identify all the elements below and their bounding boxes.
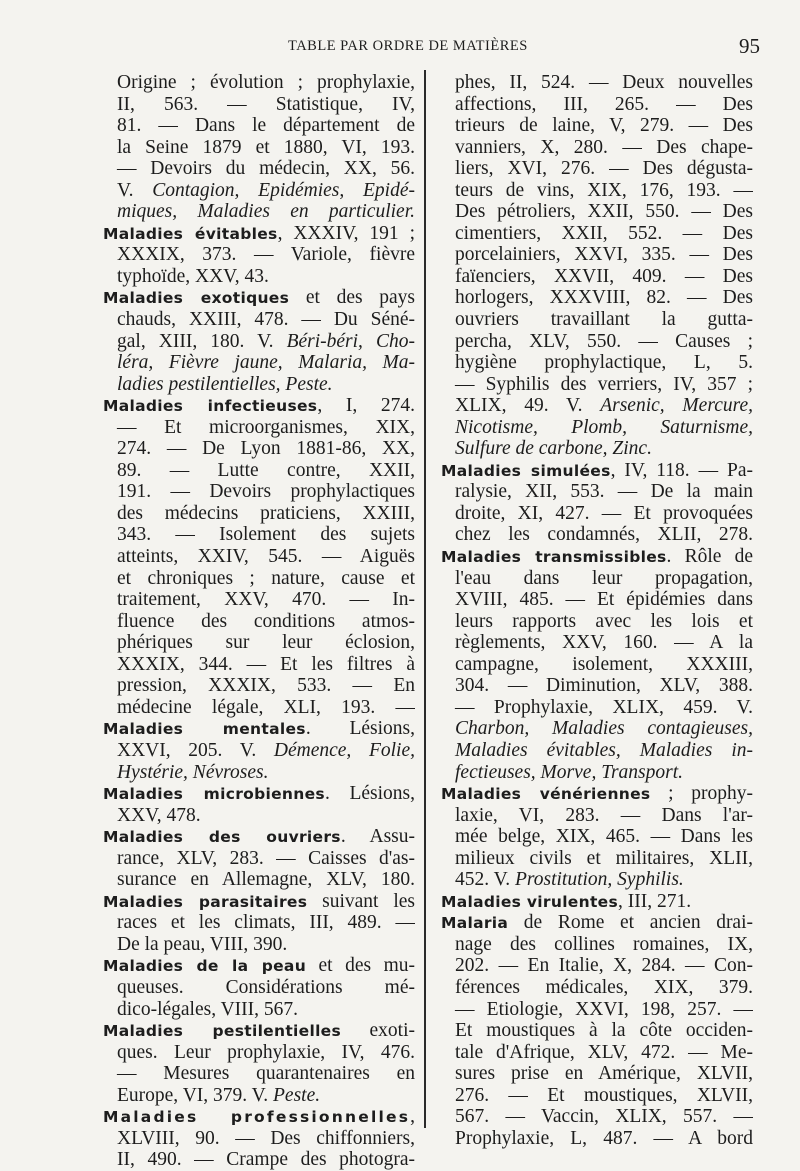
index-line (103, 352, 415, 374)
entry-text: suivant les (307, 890, 415, 912)
index-line (441, 632, 753, 654)
index-line (103, 503, 415, 525)
index-line (103, 481, 415, 503)
index-line (441, 417, 753, 439)
entry-headword: Maladies infectieuses (103, 397, 318, 416)
entry-headword: Maladies virulentes (441, 892, 619, 911)
index-line (103, 999, 415, 1021)
index-line (103, 94, 415, 116)
index-line (103, 417, 415, 439)
index-line (103, 632, 415, 654)
index-line (103, 1085, 415, 1107)
entry-text: 343. — Isolement des sujets (117, 524, 415, 546)
index-line (103, 115, 415, 137)
entry-text: — Syphilis des verriers, IV, 357 ; (455, 373, 753, 395)
entry-headword: Maladies parasitaires (103, 892, 308, 911)
index-line (103, 309, 415, 331)
entry-text: ouvriers travaillant la gutta- (455, 309, 753, 331)
entry-headword: Maladies mentales (103, 720, 306, 739)
entry-text: laxie, VI, 283. — Dans l'ar- (455, 804, 753, 826)
index-line (103, 524, 415, 546)
index-line (103, 460, 415, 482)
cross-reference: Arsenic, Mercure, (600, 395, 753, 417)
index-line (103, 718, 415, 740)
entry-text: Europe, VI, 379. V. (117, 1084, 273, 1106)
page-number: 95 (739, 34, 760, 58)
index-line (441, 438, 753, 460)
index-line (103, 762, 415, 784)
entry-text: des médecins praticiens, XXIII, (117, 502, 415, 524)
index-line (441, 848, 753, 870)
entry-text: chauds, XXIII, 478. — Du Séné- (117, 309, 415, 331)
index-line (441, 589, 753, 611)
entry-text: 452. V. (455, 869, 515, 891)
index-line (103, 826, 415, 848)
index-line (441, 1106, 753, 1128)
index-line (441, 697, 753, 719)
entry-text: , IV, 118. — Pa- (610, 459, 753, 481)
entry-text: 304. — Diminution, XLV, 388. (455, 675, 753, 697)
entry-text: phériques sur leur éclosion, (117, 632, 415, 654)
index-line (103, 158, 415, 180)
entry-text: traitement, XXV, 470. — In- (117, 589, 415, 611)
index-line (441, 718, 753, 740)
entry-text: queuses. Considérations mé- (117, 976, 415, 998)
entry-text: horlogers, XXXVIII, 82. — Des (455, 287, 753, 309)
index-line (103, 675, 415, 697)
entry-text: atteints, XXIV, 545. — Aiguës (117, 546, 415, 568)
cross-reference: Charbon, Maladies contagieuses, (455, 718, 753, 740)
index-line (103, 1106, 415, 1128)
index-line (103, 1128, 415, 1150)
index-line (103, 244, 415, 266)
entry-text: teurs de vins, XIX, 176, 193. — (455, 179, 753, 201)
index-line (441, 955, 753, 977)
index-line (441, 546, 753, 568)
index-line (441, 158, 753, 180)
entry-text: ; prophy- (650, 783, 753, 805)
entry-text: 274. — De Lyon 1881-86, XX, (117, 438, 415, 460)
entry-text: races et les climats, III, 489. — (117, 912, 415, 934)
cross-reference: Démence, Folie, (273, 739, 415, 761)
left-column (103, 72, 415, 1171)
entry-text: surance en Allemagne, XLV, 180. (117, 869, 415, 891)
index-line (441, 891, 753, 913)
entry-text: Des pétroliers, XXII, 550. — Des (455, 201, 753, 223)
index-line (103, 848, 415, 870)
index-line (103, 266, 415, 288)
entry-text: V. (117, 179, 153, 201)
entry-text: Origine ; évolution ; prophylaxie, (117, 72, 415, 93)
entry-text: XXV, 478. (117, 804, 201, 826)
entry-text: pression, XXXIX, 533. — En (117, 675, 415, 697)
index-line (103, 223, 415, 245)
index-line (441, 72, 753, 94)
index-line (103, 783, 415, 805)
entry-text: De la peau, VIII, 390. (117, 933, 288, 955)
entry-text: hygiène prophylactique, L, 5. (455, 352, 753, 374)
entry-text: 202. — En Italie, X, 284. — Con- (455, 955, 753, 977)
index-line (441, 1020, 753, 1042)
cross-reference: Hystérie, Névroses. (117, 761, 269, 783)
index-line (441, 1063, 753, 1085)
index-line (441, 115, 753, 137)
cross-reference: Sulfure de carbone, Zinc. (455, 438, 652, 460)
entry-text: XXXIX, 373. — Variole, fièvre (117, 244, 415, 266)
index-line (441, 331, 753, 353)
entry-text: 81. — Dans le département de (117, 115, 415, 137)
entry-text: — Prophylaxie, XLIX, 459. V. (455, 696, 753, 718)
entry-text: XVIII, 485. — Et épidémies dans (455, 589, 753, 611)
entry-text: règlements, XXV, 160. — A la (455, 632, 753, 654)
entry-headword: Maladies professionnelles (103, 1108, 411, 1127)
index-line (103, 977, 415, 999)
cross-reference: ladies pestilentielles, Peste. (117, 373, 333, 395)
right-column (441, 72, 753, 1149)
index-line (441, 568, 753, 590)
index-line (103, 180, 415, 202)
entry-text: phes, II, 524. — Deux nouvelles (455, 72, 753, 93)
cross-reference: fectieuses, Morve, Transport. (455, 761, 684, 783)
index-line (103, 137, 415, 159)
index-line (103, 395, 415, 417)
entry-text: de Rome et ancien drai- (508, 912, 753, 934)
entry-text: — Etiologie, XXVI, 198, 257. — (455, 998, 753, 1020)
index-line (103, 869, 415, 891)
index-line (441, 374, 753, 396)
cross-reference: Béri-béri, Cho- (286, 330, 415, 352)
entry-text: Et moustiques à la côte occiden- (455, 1020, 753, 1042)
entry-text: droite, XI, 427. — Et provoquées (455, 502, 753, 524)
index-line (441, 805, 753, 827)
entry-text: liers, XVI, 276. — Des dégusta- (455, 158, 753, 180)
entry-text: et des mu- (306, 955, 415, 977)
index-line (441, 654, 753, 676)
entry-text: II, 490. — Crampe des photogra- (117, 1149, 415, 1171)
index-line (441, 395, 753, 417)
index-line (441, 675, 753, 697)
cross-reference: Maladies évitables, Maladies in- (455, 739, 753, 761)
entry-text: tale d'Afrique, XLV, 472. — Me- (455, 1041, 753, 1063)
entry-text: sures prise en Amérique, XLVII, (455, 1063, 753, 1085)
cross-reference: Nicotisme, Plomb, Saturnisme, (455, 416, 753, 438)
index-line (103, 955, 415, 977)
index-line (103, 740, 415, 762)
index-line (103, 546, 415, 568)
entry-text: mée belge, XIX, 465. — Dans les (455, 826, 753, 848)
entry-headword: Malaria (441, 914, 509, 933)
index-line (441, 762, 753, 784)
entry-text: XLIX, 49. V. (455, 395, 601, 417)
entry-text: porcelainiers, XXVI, 335. — Des (455, 244, 753, 266)
entry-text: exoti- (341, 1020, 415, 1042)
index-line (103, 201, 415, 223)
entry-text: — Mesures quarantenaires en (117, 1063, 415, 1085)
index-line (103, 438, 415, 460)
entry-text: Prophylaxie, L, 487. — A bord (455, 1127, 753, 1149)
entry-text: cimentiers, XXII, 552. — Des (455, 222, 753, 244)
index-line (441, 999, 753, 1021)
entry-text: II, 563. — Statistique, IV, (117, 93, 415, 115)
entry-text: , (410, 1106, 415, 1128)
index-line (441, 201, 753, 223)
entry-text: 89. — Lutte contre, XXII, (117, 459, 415, 481)
index-line (441, 137, 753, 159)
index-line (103, 374, 415, 396)
index-line (441, 287, 753, 309)
index-line (103, 654, 415, 676)
entry-text: affections, III, 265. — Des (455, 93, 753, 115)
index-line (441, 1085, 753, 1107)
index-line (441, 266, 753, 288)
entry-text: . Assu- (340, 826, 415, 848)
entry-text: , XXXIV, 191 ; (277, 222, 415, 244)
entry-text: , I, 274. (317, 395, 415, 417)
index-line (103, 1063, 415, 1085)
entry-text: — Devoirs du médecin, XX, 56. (117, 158, 415, 180)
index-line (103, 912, 415, 934)
entry-text: . Lésions, (305, 718, 415, 740)
entry-text: et chroniques ; nature, cause et (117, 567, 415, 589)
index-line (103, 1042, 415, 1064)
index-line (441, 481, 753, 503)
index-line (441, 977, 753, 999)
entry-text: 276. — Et moustiques, XLVII, (455, 1084, 753, 1106)
index-line (441, 223, 753, 245)
index-line (441, 1042, 753, 1064)
entry-text: leurs rapports avec les lois et (455, 610, 753, 632)
entry-text: XXXIX, 344. — Et les filtres à (117, 653, 415, 675)
entry-headword: Maladies des ouvriers (103, 828, 341, 847)
entry-text: nage des collines romaines, IX, (455, 933, 753, 955)
index-line (441, 826, 753, 848)
index-line (441, 740, 753, 762)
index-line (441, 309, 753, 331)
index-line (441, 912, 753, 934)
cross-reference: miques, Maladies en particulier. (117, 201, 415, 223)
index-line (103, 805, 415, 827)
running-head (110, 34, 760, 62)
entry-text: ques. Leur prophylaxie, IV, 476. (117, 1041, 415, 1063)
cross-reference: Prostitution, Syphilis. (514, 869, 684, 891)
entry-text: et des pays (289, 287, 415, 309)
index-line (441, 352, 753, 374)
entry-text: faïenciers, XXVII, 409. — Des (455, 265, 753, 287)
entry-text: 191. — Devoirs prophylactiques (117, 481, 415, 503)
entry-text: l'eau dans leur propagation, (455, 567, 753, 589)
column-divider (424, 70, 426, 1128)
index-line (441, 611, 753, 633)
entry-text: milieux civils et militaires, XLII, (455, 847, 753, 869)
entry-text: campagne, isolement, XXXIII, (455, 653, 753, 675)
index-line (441, 783, 753, 805)
index-line (441, 1128, 753, 1150)
entry-headword: Maladies microbiennes (103, 785, 325, 804)
index-line (103, 1149, 415, 1171)
entry-text: , III, 271. (618, 890, 692, 912)
entry-text: — Et microorganismes, XIX, (117, 416, 415, 438)
index-line (103, 287, 415, 309)
entry-text: ralysie, XII, 553. — De la main (455, 481, 753, 503)
index-line (103, 934, 415, 956)
index-line (103, 611, 415, 633)
entry-text: dico-légales, VIII, 567. (117, 998, 299, 1020)
entry-text: la Seine 1879 et 1880, VI, 193. (117, 136, 415, 158)
index-line (441, 94, 753, 116)
index-line (441, 503, 753, 525)
entry-text: chez les condamnés, XLII, 278. (455, 524, 753, 546)
entry-text: fluence des conditions atmos- (117, 610, 415, 632)
entry-text: férences médicales, XIX, 379. (455, 976, 753, 998)
entry-text: . Rôle de (666, 546, 753, 568)
entry-text: vanniers, X, 280. — Des chape- (455, 136, 753, 158)
entry-text: . Lésions, (324, 783, 415, 805)
index-line (103, 891, 415, 913)
cross-reference: léra, Fièvre jaune, Malaria, Ma- (117, 352, 415, 374)
entry-text: gal, XIII, 180. V. (117, 330, 287, 352)
header-title: TABLE PAR ORDRE DE MATIÈRES (288, 38, 528, 54)
entry-text: 567. — Vaccin, XLIX, 557. — (455, 1106, 753, 1128)
index-line (441, 180, 753, 202)
entry-text: percha, XLV, 550. — Causes ; (455, 330, 753, 352)
cross-reference: Contagion, Epidémies, Epidé- (152, 179, 415, 201)
entry-text: XLVIII, 90. — Des chiffonniers, (117, 1127, 415, 1149)
entry-text: rance, XLV, 283. — Caisses d'as- (117, 847, 415, 869)
entry-headword: Maladies transmissibles (441, 548, 667, 567)
entry-text: typhoïde, XXV, 43. (117, 265, 269, 287)
index-line (103, 697, 415, 719)
index-line (441, 244, 753, 266)
entry-text: XXVI, 205. V. (117, 739, 274, 761)
entry-headword: Maladies de la peau (103, 957, 307, 976)
entry-headword: Maladies vénériennes (441, 785, 651, 804)
cross-reference: Peste. (273, 1084, 321, 1106)
entry-text: médecine légale, XLI, 193. — (117, 696, 415, 718)
entry-headword: Maladies exotiques (103, 289, 290, 308)
index-line (441, 524, 753, 546)
index-line (103, 331, 415, 353)
index-line (441, 460, 753, 482)
index-line (103, 72, 415, 94)
index-line (103, 1020, 415, 1042)
entry-text: trieurs de laine, V, 279. — Des (455, 115, 753, 137)
index-line (441, 869, 753, 891)
index-line (441, 934, 753, 956)
index-line (103, 589, 415, 611)
index-line (103, 568, 415, 590)
entry-headword: Maladies pestilentielles (103, 1022, 342, 1041)
entry-headword: Maladies simulées (441, 461, 611, 480)
entry-headword: Maladies évitables (103, 224, 278, 243)
